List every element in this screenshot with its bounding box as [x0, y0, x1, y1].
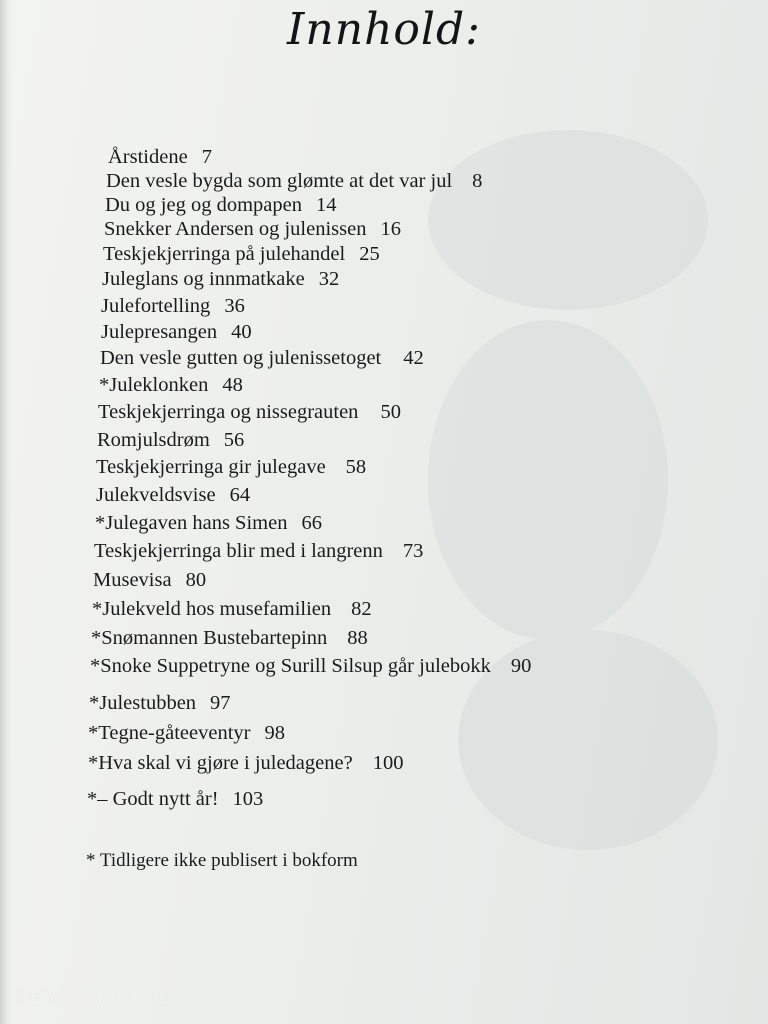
entry-page-number: 66 — [301, 512, 322, 534]
entry-title: *Juleklonken — [99, 374, 209, 396]
entry-title: *Julestubben — [89, 692, 197, 714]
entry-page-number: 25 — [359, 243, 380, 265]
toc-entry — [93, 569, 206, 592]
toc-entry — [92, 598, 372, 621]
watermark: ©Eventyrbok.no — [14, 984, 171, 1009]
entry-page-number: 48 — [222, 374, 243, 396]
entry-page-number: 16 — [380, 218, 401, 240]
entry-page-number: 64 — [229, 484, 251, 506]
entry-page-number: 100 — [372, 752, 404, 774]
entry-title: Teskjekjerringa på julehandel — [103, 243, 346, 265]
entry-title: *Snømannen Bustebartepinn — [91, 627, 328, 649]
entry-page-number: 82 — [351, 598, 372, 620]
toc-entry — [88, 722, 285, 745]
entry-title: *Hva skal vi gjøre i juledagene? — [88, 752, 353, 774]
footnote: * Tidligere ikke publisert i bokform — [86, 850, 358, 871]
entry-title: Teskjekjerringa gir julegave — [96, 456, 326, 478]
entry-page-number: 73 — [402, 540, 424, 562]
entry-page-number: 97 — [210, 692, 231, 714]
entry-page-number: 40 — [231, 321, 252, 343]
entry-title: Den vesle gutten og julenissetoget — [100, 347, 382, 369]
entry-title: Juleglans og innmatkake — [102, 268, 305, 290]
entry-page-number: 80 — [185, 569, 207, 591]
toc-entry — [90, 655, 531, 678]
toc-entry — [89, 692, 231, 715]
toc-entry — [101, 321, 252, 344]
toc-entry — [98, 401, 401, 424]
entry-page-number: 56 — [223, 429, 245, 451]
toc-entry — [102, 268, 339, 291]
entry-page-number: 42 — [403, 347, 424, 369]
toc-entry — [97, 429, 244, 452]
entry-title: *– Godt nytt år! — [87, 788, 219, 810]
entry-title: Julekveldsvise — [96, 484, 216, 506]
entry-page-number: 88 — [347, 627, 368, 649]
toc-entry — [106, 170, 482, 193]
entry-title: Årstidene — [108, 146, 188, 168]
entry-title: Romjulsdrøm — [97, 429, 210, 451]
toc-entry — [91, 627, 368, 650]
toc-entry — [101, 295, 245, 318]
toc-entry — [88, 752, 403, 775]
entry-title: *Julegaven hans Simen — [95, 512, 288, 534]
toc-entry — [99, 374, 243, 397]
toc-entry — [96, 456, 366, 479]
entry-title: *Tegne-gåteeventyr — [88, 722, 251, 744]
toc-entry — [96, 484, 250, 507]
entry-title: Julepresangen — [101, 321, 218, 343]
toc-entry — [105, 194, 337, 217]
toc-entry — [104, 218, 401, 241]
entry-page-number: 14 — [316, 194, 337, 216]
entry-title: *Snoke Suppetryne og Surill Silsup går julebokk — [90, 655, 491, 677]
entry-title: Teskjekjerringa og nissegrauten — [98, 401, 359, 423]
entry-page-number: 7 — [201, 146, 212, 168]
toc-entry — [103, 243, 380, 266]
entry-page-number: 103 — [232, 788, 264, 810]
entry-title: Teskjekjerringa blir med i langrenn — [94, 540, 383, 562]
toc-entry — [108, 146, 212, 169]
entry-page-number: 58 — [345, 456, 367, 478]
entry-page-number: 8 — [472, 170, 483, 192]
entry-title: Julefortelling — [101, 295, 211, 317]
entry-page-number: 50 — [380, 401, 401, 423]
toc-entry — [100, 347, 424, 370]
entry-title: Musevisa — [93, 569, 172, 591]
entry-page-number: 32 — [318, 268, 340, 290]
entry-title: Snekker Andersen og julenissen — [104, 218, 367, 240]
entry-page-number: 90 — [510, 655, 532, 677]
toc-entry — [87, 788, 263, 811]
entry-title: *Julekveld hos musefamilien — [92, 598, 332, 620]
entry-page-number: 36 — [224, 295, 245, 317]
entry-page-number: 98 — [264, 722, 285, 744]
toc-entry — [94, 540, 423, 563]
page-title: Innhold: — [287, 4, 481, 55]
entry-title: Den vesle bygda som glømte at det var jul — [106, 170, 453, 192]
toc-entry — [95, 512, 322, 535]
entry-title: Du og jeg og dompapen — [105, 194, 302, 216]
